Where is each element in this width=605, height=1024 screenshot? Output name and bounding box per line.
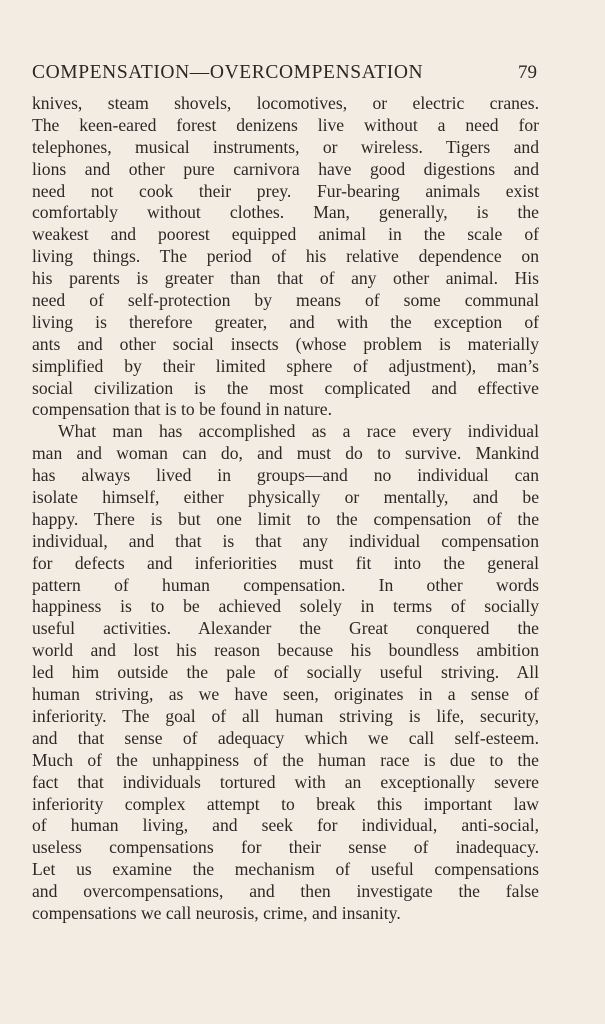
text-line: world and lost his reason because his boundless ambition — [32, 640, 539, 661]
paragraph-1 — [32, 93, 539, 421]
text-line: Much of the unhappiness of the human race is due to the — [32, 749, 539, 770]
text-line: man and woman can do, and must do to survive. Mankind — [32, 443, 539, 464]
text-line: pattern of human compensation. In other words — [32, 574, 539, 595]
text-line: isolate himself, either physically or mentally, and be — [32, 487, 539, 508]
text-line: individual, and that is that any individual compensation — [32, 530, 539, 551]
page-number: 79 — [518, 62, 537, 83]
text-line: and that sense of adequacy which we call self-esteem. — [32, 727, 539, 748]
text-line: his parents is greater than that of any other animal. His — [32, 268, 539, 289]
text-line: social civilization is the most complicated and effective — [32, 377, 539, 398]
text-line: living is therefore greater, and with the exception of — [32, 311, 539, 332]
text-line: led him outside the pale of socially useful striving. All — [32, 662, 539, 683]
text-line: lions and other pure carnivora have good digestions and — [32, 158, 539, 179]
text-line: comfortably without clothes. Man, generally, is the — [32, 202, 539, 223]
text-line: knives, steam shovels, locomotives, or electric cranes. — [32, 93, 539, 113]
text-line: need of self-protection by means of some communal — [32, 290, 539, 311]
text-line: useless compensations for their sense of inadequacy. — [32, 837, 539, 858]
text-line: for defects and inferiorities must fit into the general — [32, 552, 539, 573]
text-line: has always lived in groups—and no individual can — [32, 465, 539, 486]
running-title: COMPENSATION—OVERCOMPENSATION — [32, 62, 424, 83]
text-line: living things. The period of his relative dependence on — [32, 246, 539, 267]
text-line: and overcompensations, and then investigate the false — [32, 881, 539, 902]
text-line: inferiority. The goal of all human striving is life, security, — [32, 705, 539, 726]
text-line: happy. There is but one limit to the compensation of the — [32, 508, 539, 529]
paragraph-2 — [32, 421, 539, 924]
text-line: ants and other social insects (whose problem is materially — [32, 333, 539, 354]
text-line: Let us examine the mechanism of useful compensations — [32, 859, 539, 880]
text-line: telephones, musical instruments, or wireless. Tigers and — [32, 136, 539, 157]
text-line: compensation that is to be found in nature. — [32, 399, 333, 420]
text-line: of human living, and seek for individual, anti-social, — [32, 815, 539, 836]
text-line: compensations we call neurosis, crime, and insanity. — [32, 902, 401, 923]
text-line: happiness is to be achieved solely in terms of socially — [32, 596, 539, 617]
text-line: human striving, as we have seen, originates in a sense of — [32, 684, 539, 705]
text-line: simplified by their limited sphere of adjustment), man’s — [32, 355, 539, 376]
text-line: fact that individuals tortured with an exceptionally severe — [32, 771, 539, 792]
text-line: What man has accomplished as a race every individual — [58, 421, 539, 442]
text-line: weakest and poorest equipped animal in the scale of — [32, 224, 539, 245]
running-head — [32, 62, 537, 84]
text-line: useful activities. Alexander the Great conquered the — [32, 618, 539, 639]
text-line: The keen-eared forest denizens live without a need for — [32, 114, 539, 135]
text-line: inferiority complex attempt to break this important law — [32, 793, 539, 814]
body-text — [32, 93, 539, 925]
text-line: need not cook their prey. Fur-bearing animals exist — [32, 180, 539, 201]
